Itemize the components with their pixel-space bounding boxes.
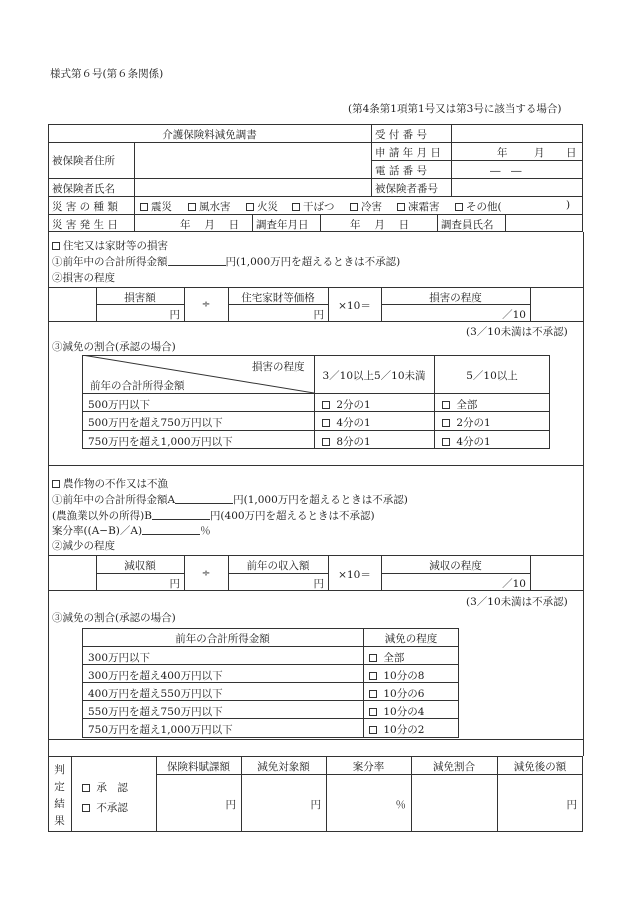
disaster-type-drought[interactable]: 干ばつ — [292, 199, 335, 214]
times-ten: ×10＝ — [338, 300, 371, 312]
checkbox-icon — [322, 438, 330, 446]
checkbox-icon — [322, 419, 330, 427]
checkbox-icon — [52, 480, 60, 488]
judgment-label-4: 果 — [54, 815, 65, 827]
insured-name-field[interactable] — [136, 180, 369, 195]
house-row-label: 750万円を超え1,000万円以下 — [88, 436, 233, 448]
crop-under-note: (3／10未満は不承認) — [466, 596, 568, 608]
house-degree-heading: ②損害の程度 — [52, 272, 115, 284]
survey-date-value[interactable]: 年 月 日 — [350, 219, 410, 231]
prev-income-field[interactable]: 円 — [313, 578, 324, 590]
house-under-note: (3／10未満は不承認) — [466, 326, 568, 338]
checkbox-icon — [350, 203, 358, 211]
insured-no-field[interactable] — [453, 180, 581, 195]
crop-col-income: 前年の合計所得金額 — [175, 633, 270, 645]
crop-row-option[interactable]: 10分の8 — [369, 668, 424, 683]
crop-row-label: 750万円を超え1,000万円以下 — [88, 724, 233, 736]
house-row-option-b[interactable]: 2分の1 — [442, 415, 491, 430]
crop-nonfarm-line: (農漁業以外の所得)B 円(400万円を超えるときは不承認) — [52, 510, 375, 522]
form-title: 介護保険料減免調書 — [162, 129, 257, 141]
insured-address-field[interactable] — [136, 146, 369, 176]
diag-bottom-label: 前年の合計所得金額 — [90, 380, 185, 392]
crop-row-option[interactable]: 全部 — [369, 650, 404, 665]
insured-address-label: 被保険者住所 — [52, 155, 115, 167]
disaster-type-frost[interactable]: 凍霜害 — [397, 199, 440, 214]
app-year: 年 — [497, 147, 508, 159]
crop-row-option[interactable]: 10分の2 — [369, 722, 424, 737]
house-ratio-heading: ③減免の割合(承認の場合) — [52, 341, 176, 353]
crop-ratio-heading: ③減免の割合(承認の場合) — [52, 612, 176, 624]
house-damage-heading[interactable]: 住宅又は家財等の損害 — [52, 238, 168, 253]
disaster-date-value[interactable]: 年 月 日 — [180, 219, 240, 231]
crop-income-line: ①前年中の合計所得金額A 円(1,000万円を超えるときは不承認) — [52, 494, 408, 506]
insured-name-label: 被保険者氏名 — [52, 183, 115, 195]
checkbox-icon — [369, 708, 377, 716]
col-after-reduction: 減免後の額 — [513, 761, 567, 773]
phone-label: 電 話 番 号 — [375, 165, 428, 177]
crop-row-label: 300万円以下 — [88, 652, 151, 664]
reduction-target-field[interactable]: 円 — [310, 799, 321, 811]
crop-loss-field[interactable]: 円 — [169, 578, 180, 590]
house-value-label: 住宅家財等価格 — [241, 292, 315, 304]
house-row-option-a[interactable]: 2分の1 — [322, 397, 371, 412]
reduction-ratio-field[interactable] — [413, 776, 495, 830]
crop-heading[interactable]: 農作物の不作又は不漁 — [52, 476, 168, 491]
approve-option[interactable]: 承 認 — [82, 780, 128, 795]
crop-row-option[interactable]: 10分の6 — [369, 686, 424, 701]
checkbox-icon — [397, 203, 405, 211]
crop-row-label: 300万円を超え400万円以下 — [88, 670, 223, 682]
crop-share-blank[interactable] — [142, 524, 200, 535]
checkbox-icon — [369, 672, 377, 680]
disaster-type-storm[interactable]: 風水害 — [188, 199, 231, 214]
prev-income-label: 前年の収入額 — [246, 560, 310, 572]
reject-option[interactable]: 不承認 — [82, 800, 128, 815]
house-value-field[interactable]: 円 — [313, 309, 324, 321]
checkbox-icon — [246, 203, 254, 211]
times-ten: ×10＝ — [338, 569, 371, 581]
applicability-note: (第4条第1項第1号又は第3号に該当する場合) — [348, 103, 562, 115]
col-header-3to5: 3／10以上5／10未満 — [322, 370, 426, 382]
crop-row-label: 550万円を超え750万円以下 — [88, 706, 223, 718]
crop-share-line: 案分率((A−B)／A) ％ — [52, 525, 211, 537]
application-date-label: 申 請 年 月 日 — [375, 147, 441, 159]
disaster-type-other[interactable]: その他( — [455, 199, 502, 214]
receipt-no-label: 受 付 番 号 — [375, 129, 428, 141]
checkbox-icon — [82, 784, 90, 792]
house-row-option-b[interactable]: 4分の1 — [442, 434, 491, 449]
diag-top-label: 損害の程度 — [252, 361, 305, 373]
col-header-5plus: 5／10以上 — [466, 370, 518, 382]
divide-sign: ÷ — [201, 567, 211, 579]
house-row-option-a[interactable]: 4分の1 — [322, 415, 371, 430]
premium-assessed-field[interactable]: 円 — [225, 799, 236, 811]
house-row-option-a[interactable]: 8分の1 — [322, 434, 371, 449]
damage-degree-label: 損害の程度 — [429, 292, 482, 304]
crop-reduction-heading: ②減少の程度 — [52, 540, 115, 552]
share-rate-field[interactable]: ％ — [395, 799, 406, 811]
crop-row-option[interactable]: 10分の4 — [369, 704, 424, 719]
disaster-type-label: 災 害 の 種 類 — [52, 201, 118, 213]
crop-row-label: 400万円を超え550万円以下 — [88, 688, 223, 700]
damage-amount-field[interactable]: 円 — [169, 309, 180, 321]
crop-income-blank[interactable] — [175, 493, 233, 504]
disaster-type-cold[interactable]: 冷害 — [350, 199, 382, 214]
checkbox-icon — [52, 242, 60, 250]
checkbox-icon — [442, 401, 450, 409]
disaster-other-close: ) — [566, 199, 571, 211]
checkbox-icon — [322, 401, 330, 409]
app-day: 日 — [566, 147, 577, 159]
damage-degree-field[interactable]: ／10 — [502, 309, 526, 321]
judgment-label-3: 結 — [54, 798, 65, 810]
phone-value[interactable]: ― ― — [490, 165, 522, 177]
house-income-blank[interactable] — [168, 255, 226, 266]
checkbox-icon — [369, 726, 377, 734]
surveyor-label: 調査員氏名 — [441, 219, 494, 231]
receipt-no-field[interactable] — [453, 126, 581, 141]
checkbox-icon — [140, 203, 148, 211]
crop-col-degree: 減免の程度 — [384, 633, 438, 645]
crop-loss-label: 減収額 — [124, 560, 156, 572]
checkbox-icon — [442, 419, 450, 427]
checkbox-icon — [82, 804, 90, 812]
disaster-type-quake[interactable]: 震災 — [140, 199, 172, 214]
insured-no-label: 被保険者番号 — [375, 183, 438, 195]
col-reduction-ratio: 減免割合 — [433, 761, 475, 773]
damage-amount-label: 損害額 — [124, 292, 156, 304]
crop-degree-field[interactable]: ／10 — [502, 578, 526, 590]
crop-nonfarm-blank[interactable] — [152, 509, 210, 520]
form-number: 様式第６号(第６条関係) — [50, 68, 164, 80]
checkbox-icon — [369, 654, 377, 662]
judgment-label-2: 定 — [54, 781, 65, 793]
col-reduction-target: 減免対象額 — [257, 761, 310, 773]
disaster-type-fire[interactable]: 火災 — [246, 199, 278, 214]
checkbox-icon — [188, 203, 196, 211]
checkbox-icon — [442, 438, 450, 446]
crop-degree-label: 減収の程度 — [429, 560, 482, 572]
after-reduction-field[interactable]: 円 — [566, 799, 577, 811]
col-share-rate: 案分率 — [352, 761, 385, 773]
house-row-label: 500万円以下 — [88, 399, 151, 411]
surveyor-field[interactable] — [507, 216, 581, 231]
checkbox-icon — [369, 690, 377, 698]
app-month: 月 — [534, 147, 545, 159]
judgment-label-1: 判 — [54, 764, 65, 776]
house-income-line: ①前年中の合計所得金額 円(1,000万円を超えるときは不承認) — [52, 256, 401, 268]
house-row-option-b[interactable]: 全部 — [442, 397, 477, 412]
checkbox-icon — [292, 203, 300, 211]
disaster-date-label: 災 害 発 生 日 — [52, 219, 118, 231]
col-premium-assessed: 保険料賦課額 — [167, 761, 230, 773]
survey-date-label: 調査年月日 — [256, 219, 309, 231]
divide-sign: ÷ — [201, 298, 211, 310]
checkbox-icon — [455, 203, 463, 211]
house-row-label: 500万円を超え750万円以下 — [88, 417, 223, 429]
